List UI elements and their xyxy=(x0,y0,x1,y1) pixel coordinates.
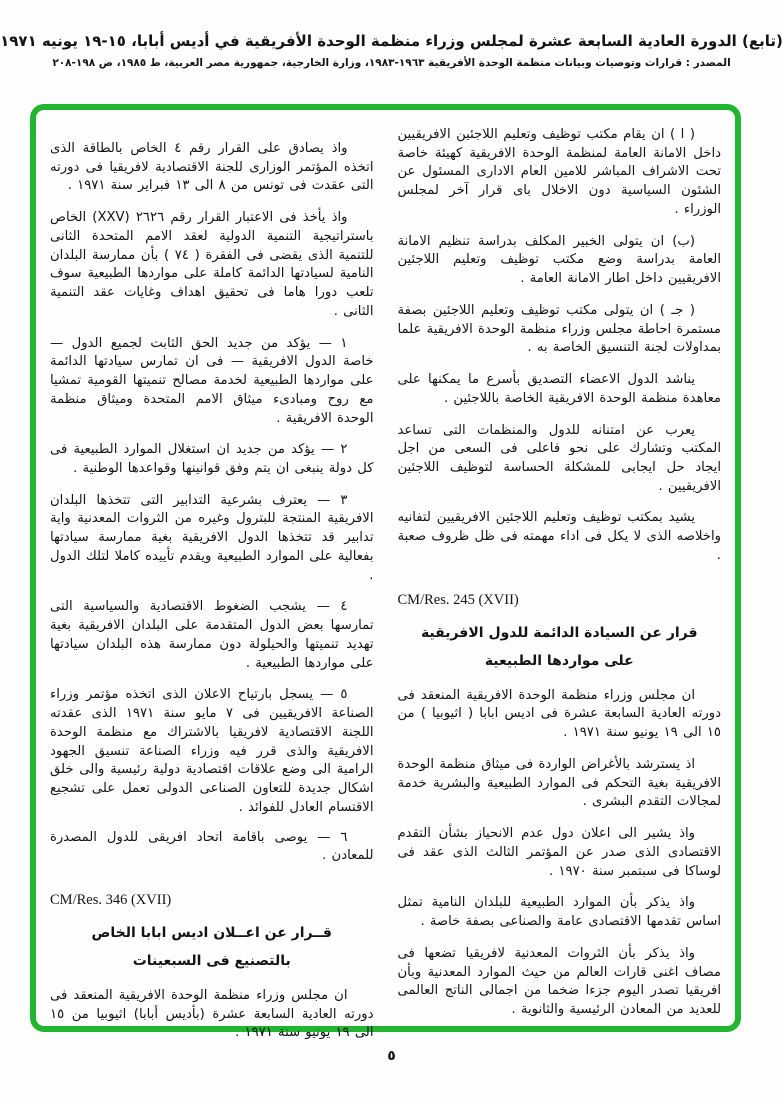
paragraph-un-resolution-2626: واذ يأخذ فى الاعتبار القرار رقم ٢٦٢٦ (XXV) الخاص باستراتيجية التنمية الدولية لعقد الامم المتحدة الثانى للتنمية الذى يقضى فى الفقرة ( ٧٤ ) بأن ممارسة البلدان النامية لسيادتها الدائمة كاملة على مواردها الطبيعية سوف تلعب دورا هاما فى تحقيق اهداف وغايات عقد التنمية الثانى . xyxy=(50,210,374,319)
paragraph-council-session: ان مجلس وزراء منظمة الوحدة الافريقية المنعقد فى دورته العادية السابعة عشرة فى اديس ابابا ( اثيوبيا ) من ١٥ الى ١٩ يونيو سنة ١٩٧١ . xyxy=(397,687,721,741)
resolution-title-245-line2: على مواردها الطبيعية xyxy=(484,652,634,669)
resolution-title-245-line1: قرار عن السيادة الدائمة للدول الافريقية xyxy=(420,624,698,641)
numbered-item-2: ٢ — يؤكد من جديد ان استغلال الموارد الطبيعية فى كل دولة ينبغى ان يتم وفق قوانينها وقواعدها الوطنية . xyxy=(50,442,374,477)
column-right xyxy=(398,116,722,1020)
paragraph-guided-by-charter: اذ يسترشد بالأغراض الواردة فى ميثاق منظمة الوحدة الافريقية بغية التحكم فى الموارد الطبيعية والبشرية خدمة لمجالات التقدم البشرى . xyxy=(397,756,721,810)
numbered-item-5: ٥ — يسجل بارتياح الاعلان الذى اتخذه مؤتمر وزراء الصناعة الافريقيين فى ٧ مايو سنة ١٩٧١ الذى عقدته اللجنة الاقتصادية لافريقيا بالاشتراك مع منظمة الوحدة الافريقية والذى قرر فيه وزراء الصناعة تنسيق الجهود الرامية الى وضع علاقات اقتصادية دولية رئيسية والى خلق اشكال جديدة للتعاون الصناعى الدولى تعمل على تشجيع الاقتسام العادل للفوائد . xyxy=(50,687,374,815)
clause-c: ( جـ ) ان يتولى مكتب توظيف وتعليم اللاجئين بصفة مستمرة احاطة مجلس وزراء منظمة الوحدة الافريقية علما بمداولات لجنة التنسيق الخاصة به . xyxy=(397,302,721,356)
paragraph-energy-resolution: واذ يصادق على القرار رقم ٤ الخاص بالطاقة الذى اتخذه المؤتمر الوزارى للجنة الاقتصادية لافريقيا فى دورته التى عقدت فى تونس من ٨ الى ١٣ فبراير سنة ١٩٧١ . xyxy=(50,141,374,194)
numbered-item-1: ١ — يؤكد من جديد الحق الثابت لجميع الدول — خاصة الدول الافريقية — فى ان تمارس سيادتها الدائمة على مواردها الطبيعية لخدمة مصالح تنميتها القومية تمشيا مع روح ومبادىء ميثاق الامم المتحدة وميثاق منظمة الوحدة الافريقية . xyxy=(50,335,374,426)
resolution-title-245 xyxy=(398,619,722,675)
resolution-ref-245: CM/Res. 245 (XVII) xyxy=(397,591,519,608)
header-session-title: (تابع) الدورة العادية السابعة عشرة لمجلس وزراء منظمة الوحدة الأفريقية في أديس أبابا، ١٥-١٩ يونيه ١٩٧١ xyxy=(0,32,783,50)
paragraph-mineral-wealth: واذ يذكر بأن الثروات المعدنية لافريقيا تضعها فى مصاف اغنى قارات العالم من حيث الموارد المعدنية وبأن افريقيا تصدر اليوم جزءا ضخما من اجمالى الناتج العالمى للعديد من المعادن الرئيسية والثانوية . xyxy=(397,945,721,1017)
numbered-item-3: ٣ — يعترف بشرعية التدابير التى تتخذها البلدان الافريقية المنتجة للبترول وغيره من الثروات المعدنية واية تدابير قد تتخذها الدول الافريقية بغية ممارسة سيادتها بفعالية على الموارد الطبيعية ويقدم تأييده كاملا لتلك الدول . xyxy=(50,492,374,583)
page-number: ٥ xyxy=(387,1048,396,1064)
column-left xyxy=(50,116,374,1041)
paragraph-appeal: يناشد الدول الاعضاء التصديق بأسرع ما يمكنها على معاهدة منظمة الوحدة الافريقية الخاصة باللاجئين . xyxy=(397,372,721,406)
document-header xyxy=(0,32,783,69)
numbered-item-4: ٤ — يشجب الضغوط الاقتصادية والسياسية التى تمارسها بعض الدول المتقدمة على البلدان الافريقية بغية تهديد تنميتها والحيلولة دون ممارسة هذه البلدان سيادتها على مواردها الطبيعية . xyxy=(50,599,374,671)
resolution-ref-346: CM/Res. 346 (XVII) xyxy=(50,891,172,908)
header-source-line: المصدر : قرارات وتوصيات وبيانات منظمة الوحدة الأفريقية ١٩٦٣-١٩٨٣، وزارة الخارجية، جمهورية مصر العربية، ط ١٩٨٥، ص ١٩٨-٢٠٨ xyxy=(52,57,731,69)
document-body xyxy=(36,116,735,1041)
clause-b: (ب) ان يتولى الخبير المكلف بدراسة تنظيم الامانة العامة بدراسة وضع مكتب توظيف وتعليم اللاجئين الافريقيين داخل اطار الامانة العامة . xyxy=(397,233,721,287)
paragraph-commendation: يشيد بمكتب توظيف وتعليم اللاجئين الافريقيين لتفانيه واخلاصه الذى لا يكل فى اداء مهمته فى ظل ظروف صعبة . xyxy=(397,510,721,563)
clause-a: ( ا ) ان يقام مكتب توظيف وتعليم اللاجئين الافريقيين داخل الامانة العامة لمنظمة الوحدة الافريقية كهيئة خاصة تحت الاشراف المباشر للامين العام الادارى المسئول عن الشئون السياسية دون الاخلال باى قرار آخر لمجلس الوزراء . xyxy=(397,127,721,217)
numbered-item-6: ٦ — يوصى باقامة اتحاد افريقى للدول المصدرة للمعادن . xyxy=(50,829,374,864)
resolution-title-346-line2: بالتصنيع فى السبعينات xyxy=(132,952,291,969)
resolution-title-346-line1: قــرار عن اعــلان اديس ابابا الخاص xyxy=(91,924,332,941)
paragraph-natural-resources-basis: واذ يذكر بأن الموارد الطبيعية للبلدان النامية تمثل اساس تقدمها الاقتصادى عامة والصناعى بصفة خاصة . xyxy=(397,895,721,930)
paragraph-gratitude: يعرب عن امتنانه للدول والمنظمات التى تساعد المكتب وتشارك على نحو فاعلى فى السعى من اجل ايجاد حل ايجابى للمشكلة الحساسة لتوظيف اللاجئين الافريقيين . xyxy=(397,422,721,494)
resolution-title-346 xyxy=(50,919,374,975)
paragraph-non-aligned-declaration: واذ يشير الى اعلان دول عدم الانحياز بشأن التقدم الاقتصادى الذى صدر عن المؤتمر الثالث الذى عقد فى لوساكا فى سبتمبر سنة ١٩٧٠ . xyxy=(397,826,721,879)
paragraph-closing-session: ان مجلس وزراء منظمة الوحدة الافريقية المنعقد فى دورته العادية السابعة عشرة (بأديس أبابا) اثيوبيا من ١٥ الى ١٩ يونيو سنة ١٩٧١ . xyxy=(50,987,374,1041)
